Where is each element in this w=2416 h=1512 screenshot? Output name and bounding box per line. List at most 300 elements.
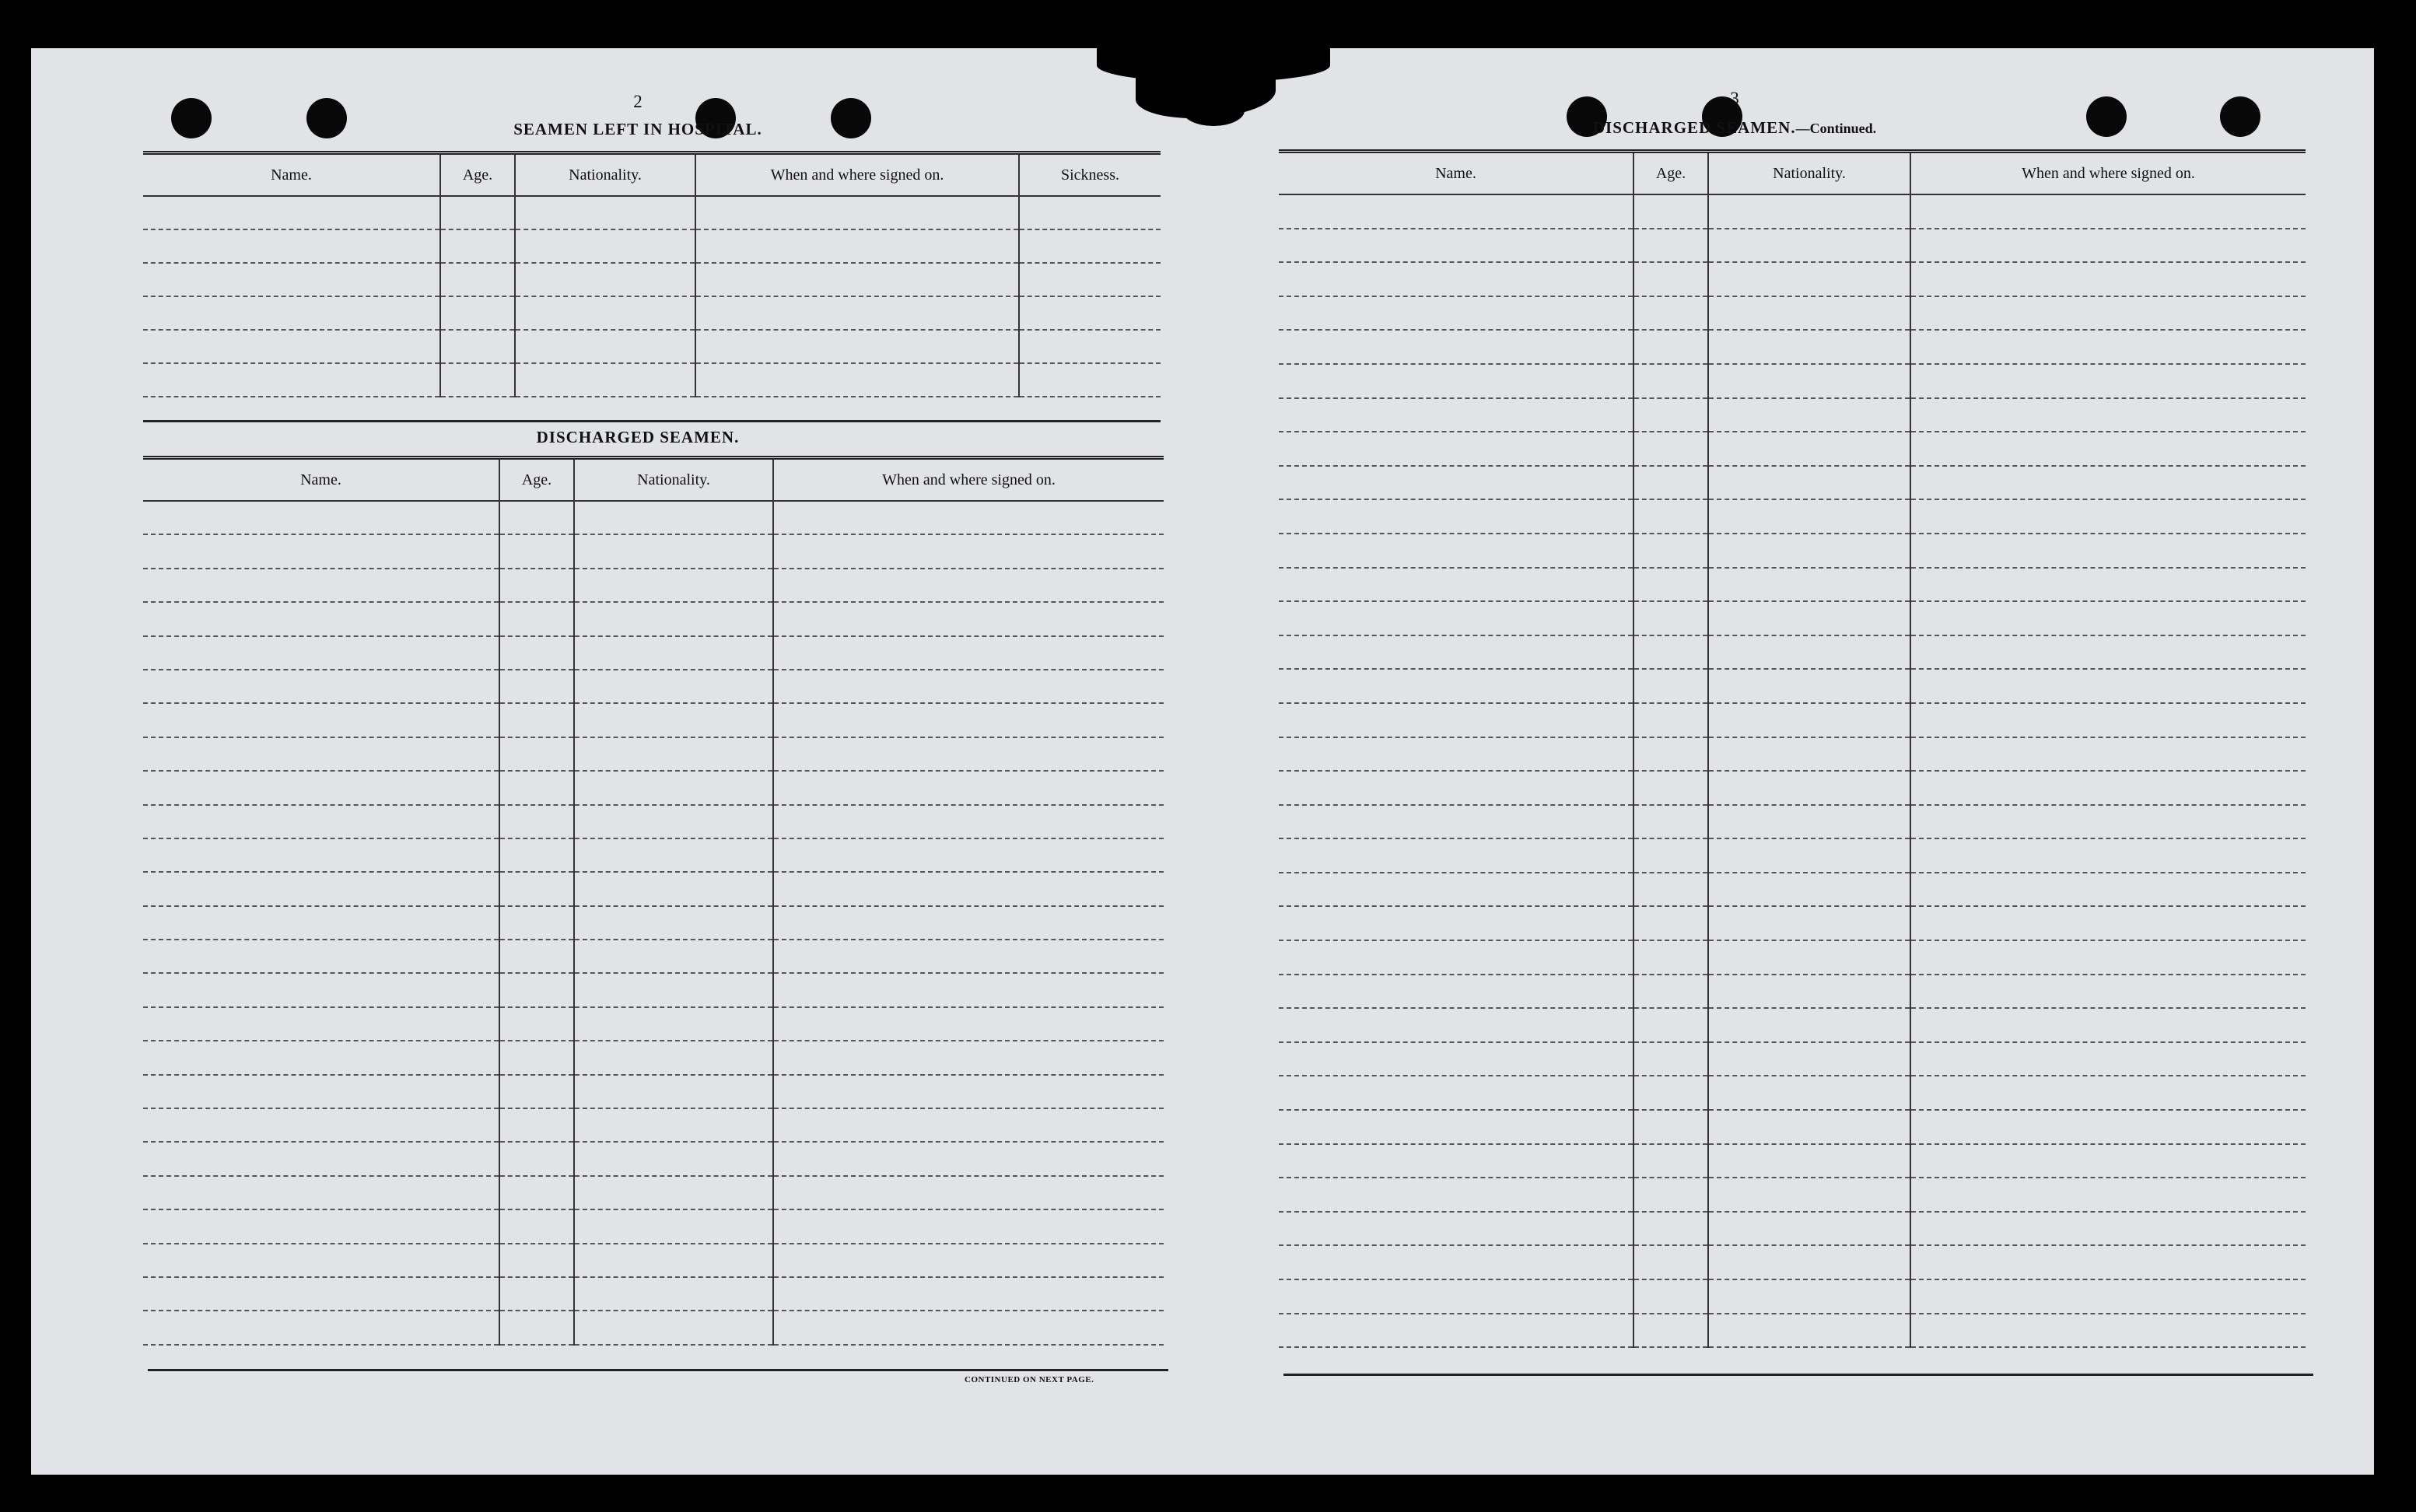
signed-on-cell[interactable] bbox=[773, 1277, 1164, 1311]
nationality-cell[interactable] bbox=[574, 636, 773, 670]
name-cell[interactable] bbox=[143, 501, 499, 534]
signed-on-cell[interactable] bbox=[1910, 1144, 2306, 1178]
age-cell[interactable] bbox=[499, 569, 574, 602]
signed-on-cell[interactable] bbox=[695, 196, 1019, 229]
nationality-cell[interactable] bbox=[1708, 1144, 1910, 1178]
name-cell[interactable] bbox=[1279, 398, 1633, 432]
nationality-cell[interactable] bbox=[1708, 330, 1910, 364]
name-cell[interactable] bbox=[143, 1277, 499, 1311]
table-row bbox=[1279, 601, 2306, 635]
name-cell[interactable] bbox=[1279, 737, 1633, 772]
nationality-cell[interactable] bbox=[1708, 1245, 1910, 1279]
age-cell[interactable] bbox=[1633, 669, 1708, 703]
age-cell[interactable] bbox=[1633, 568, 1708, 602]
nationality-cell[interactable] bbox=[1708, 1178, 1910, 1212]
signed-on-cell[interactable] bbox=[773, 1041, 1164, 1074]
age-cell[interactable] bbox=[499, 1108, 574, 1142]
name-cell[interactable] bbox=[1279, 771, 1633, 805]
signed-on-cell[interactable] bbox=[695, 229, 1019, 263]
signed-on-cell[interactable] bbox=[773, 1108, 1164, 1142]
age-cell[interactable] bbox=[499, 940, 574, 973]
age-cell[interactable] bbox=[499, 906, 574, 940]
age-cell[interactable] bbox=[499, 1244, 574, 1277]
signed-on-cell[interactable] bbox=[773, 1311, 1164, 1344]
table-bottom-rule bbox=[1283, 1374, 2313, 1376]
signed-on-cell[interactable] bbox=[1910, 1212, 2306, 1246]
name-cell[interactable] bbox=[143, 670, 499, 703]
age-cell[interactable] bbox=[499, 838, 574, 872]
nationality-cell[interactable] bbox=[1708, 771, 1910, 805]
table-row bbox=[143, 196, 1161, 229]
signed-on-cell[interactable] bbox=[695, 330, 1019, 363]
signed-on-cell[interactable] bbox=[1910, 534, 2306, 568]
nationality-cell[interactable] bbox=[1708, 703, 1910, 737]
age-cell[interactable] bbox=[1633, 940, 1708, 975]
signed-on-cell[interactable] bbox=[1910, 229, 2306, 263]
nationality-cell[interactable] bbox=[1708, 669, 1910, 703]
table-row bbox=[143, 263, 1161, 296]
signed-on-cell[interactable] bbox=[773, 737, 1164, 771]
name-cell[interactable] bbox=[1279, 1110, 1633, 1144]
name-cell[interactable] bbox=[1279, 940, 1633, 975]
table-row bbox=[143, 805, 1164, 838]
signed-on-cell[interactable] bbox=[1910, 262, 2306, 296]
name-cell[interactable] bbox=[143, 602, 499, 635]
name-cell[interactable] bbox=[1279, 262, 1633, 296]
age-cell[interactable] bbox=[1633, 1042, 1708, 1076]
name-cell[interactable] bbox=[1279, 1178, 1633, 1212]
nationality-cell[interactable] bbox=[1708, 364, 1910, 398]
age-cell[interactable] bbox=[499, 602, 574, 635]
nationality-cell[interactable] bbox=[1708, 534, 1910, 568]
age-cell[interactable] bbox=[1633, 975, 1708, 1009]
age-cell[interactable] bbox=[1633, 466, 1708, 500]
nationality-cell[interactable] bbox=[574, 1244, 773, 1277]
signed-on-cell[interactable] bbox=[773, 973, 1164, 1006]
name-cell[interactable] bbox=[143, 569, 499, 602]
signed-on-cell[interactable] bbox=[1910, 669, 2306, 703]
age-cell[interactable] bbox=[499, 1007, 574, 1041]
name-cell[interactable] bbox=[143, 263, 440, 296]
nationality-cell[interactable] bbox=[1708, 873, 1910, 907]
table-row bbox=[143, 940, 1164, 973]
name-cell[interactable] bbox=[143, 906, 499, 940]
signed-on-cell[interactable] bbox=[773, 703, 1164, 737]
age-cell[interactable] bbox=[499, 1041, 574, 1074]
name-cell[interactable] bbox=[143, 703, 499, 737]
nationality-cell[interactable] bbox=[1708, 398, 1910, 432]
nationality-cell[interactable] bbox=[1708, 1110, 1910, 1144]
nationality-cell[interactable] bbox=[1708, 975, 1910, 1009]
nationality-cell[interactable] bbox=[574, 1209, 773, 1243]
age-cell[interactable] bbox=[1633, 906, 1708, 940]
name-cell[interactable] bbox=[143, 1075, 499, 1108]
name-cell[interactable] bbox=[1279, 534, 1633, 568]
signed-on-cell[interactable] bbox=[1910, 1076, 2306, 1110]
nationality-cell[interactable] bbox=[1708, 805, 1910, 839]
signed-on-cell[interactable] bbox=[773, 771, 1164, 804]
age-cell[interactable] bbox=[1633, 534, 1708, 568]
signed-on-cell[interactable] bbox=[773, 805, 1164, 838]
age-cell[interactable] bbox=[1633, 805, 1708, 839]
name-cell[interactable] bbox=[143, 1244, 499, 1277]
name-cell[interactable] bbox=[1279, 499, 1633, 534]
nationality-cell[interactable] bbox=[574, 1007, 773, 1041]
table-row bbox=[143, 534, 1164, 568]
nationality-cell[interactable] bbox=[574, 1142, 773, 1175]
nationality-cell[interactable] bbox=[574, 771, 773, 804]
nationality-cell[interactable] bbox=[574, 569, 773, 602]
signed-on-cell[interactable] bbox=[1910, 330, 2306, 364]
table-row bbox=[143, 1209, 1164, 1243]
discharged-section-title: DISCHARGED SEAMEN. bbox=[536, 428, 740, 446]
ledger-paper bbox=[31, 48, 2374, 1475]
signed-on-cell[interactable] bbox=[1910, 1279, 2306, 1314]
nationality-cell[interactable] bbox=[515, 296, 695, 330]
age-cell[interactable] bbox=[1633, 838, 1708, 873]
nationality-cell[interactable] bbox=[1708, 262, 1910, 296]
nationality-cell[interactable] bbox=[574, 838, 773, 872]
name-cell[interactable] bbox=[1279, 1144, 1633, 1178]
nationality-cell[interactable] bbox=[574, 501, 773, 534]
age-cell[interactable] bbox=[1633, 296, 1708, 331]
signed-on-cell[interactable] bbox=[773, 602, 1164, 635]
signed-on-cell[interactable] bbox=[1910, 1314, 2306, 1348]
nationality-cell[interactable] bbox=[1708, 940, 1910, 975]
name-cell[interactable] bbox=[143, 838, 499, 872]
signed-on-cell[interactable] bbox=[1910, 499, 2306, 534]
age-cell[interactable] bbox=[1633, 1314, 1708, 1348]
age-cell[interactable] bbox=[1633, 330, 1708, 364]
signed-on-cell[interactable] bbox=[695, 263, 1019, 296]
signed-on-cell[interactable] bbox=[1910, 1110, 2306, 1144]
nationality-cell[interactable] bbox=[574, 1108, 773, 1142]
name-cell[interactable] bbox=[1279, 669, 1633, 703]
nationality-cell[interactable] bbox=[1708, 1314, 1910, 1348]
signed-on-cell[interactable] bbox=[1910, 1178, 2306, 1212]
signed-on-cell[interactable] bbox=[773, 534, 1164, 568]
name-cell[interactable] bbox=[143, 973, 499, 1006]
table-row bbox=[143, 1075, 1164, 1108]
name-cell[interactable] bbox=[1279, 1212, 1633, 1246]
nationality-cell[interactable] bbox=[1708, 194, 1910, 229]
signed-on-cell[interactable] bbox=[1910, 703, 2306, 737]
table-bottom-rule bbox=[148, 1369, 1168, 1371]
hospital-table bbox=[143, 151, 1161, 397]
age-cell[interactable] bbox=[1633, 1076, 1708, 1110]
age-cell[interactable] bbox=[1633, 398, 1708, 432]
nationality-cell[interactable] bbox=[574, 1075, 773, 1108]
sickness-cell[interactable] bbox=[1019, 196, 1161, 229]
age-cell[interactable] bbox=[1633, 635, 1708, 670]
name-cell[interactable] bbox=[143, 1142, 499, 1175]
age-cell[interactable] bbox=[1633, 432, 1708, 466]
nationality-cell[interactable] bbox=[574, 737, 773, 771]
signed-on-cell[interactable] bbox=[773, 838, 1164, 872]
nationality-cell[interactable] bbox=[1708, 296, 1910, 331]
name-cell[interactable] bbox=[1279, 906, 1633, 940]
signed-on-cell[interactable] bbox=[1910, 940, 2306, 975]
table-row bbox=[1279, 499, 2306, 534]
nationality-cell[interactable] bbox=[574, 602, 773, 635]
signed-on-cell[interactable] bbox=[1910, 838, 2306, 873]
table-row bbox=[1279, 737, 2306, 772]
signed-on-cell[interactable] bbox=[1910, 398, 2306, 432]
signed-on-cell[interactable] bbox=[1910, 873, 2306, 907]
nationality-cell[interactable] bbox=[574, 703, 773, 737]
signed-on-cell[interactable] bbox=[773, 1142, 1164, 1175]
signed-on-cell[interactable] bbox=[1910, 771, 2306, 805]
signed-on-cell[interactable] bbox=[773, 636, 1164, 670]
age-cell[interactable] bbox=[499, 872, 574, 905]
nationality-cell[interactable] bbox=[1708, 1076, 1910, 1110]
name-cell[interactable] bbox=[143, 636, 499, 670]
signed-on-cell[interactable] bbox=[1910, 805, 2306, 839]
age-cell[interactable] bbox=[499, 534, 574, 568]
nationality-cell[interactable] bbox=[1708, 466, 1910, 500]
table-row bbox=[143, 737, 1164, 771]
signed-on-cell[interactable] bbox=[1910, 1042, 2306, 1076]
name-cell[interactable] bbox=[143, 330, 440, 363]
table-row bbox=[143, 330, 1161, 363]
sickness-cell[interactable] bbox=[1019, 296, 1161, 330]
nationality-cell[interactable] bbox=[1708, 499, 1910, 534]
table-row bbox=[1279, 1279, 2306, 1314]
nationality-cell[interactable] bbox=[515, 330, 695, 363]
nationality-cell[interactable] bbox=[1708, 737, 1910, 772]
signed-on-cell[interactable] bbox=[773, 1209, 1164, 1243]
table-row bbox=[1279, 1008, 2306, 1042]
nationality-cell[interactable] bbox=[1708, 1212, 1910, 1246]
age-cell[interactable] bbox=[499, 737, 574, 771]
signed-on-cell[interactable] bbox=[1910, 568, 2306, 602]
name-cell[interactable] bbox=[1279, 1042, 1633, 1076]
name-cell[interactable] bbox=[143, 363, 440, 397]
name-cell[interactable] bbox=[1279, 703, 1633, 737]
name-cell[interactable] bbox=[1279, 229, 1633, 263]
age-cell[interactable] bbox=[499, 805, 574, 838]
name-cell[interactable] bbox=[143, 872, 499, 905]
sickness-cell[interactable] bbox=[1019, 330, 1161, 363]
name-cell[interactable] bbox=[143, 1007, 499, 1041]
name-cell[interactable] bbox=[1279, 1008, 1633, 1042]
table-row bbox=[1279, 669, 2306, 703]
name-cell[interactable] bbox=[143, 534, 499, 568]
age-cell[interactable] bbox=[1633, 1110, 1708, 1144]
table-row bbox=[143, 1142, 1164, 1175]
nationality-cell[interactable] bbox=[1708, 229, 1910, 263]
nationality-cell[interactable] bbox=[1708, 635, 1910, 670]
name-cell[interactable] bbox=[1279, 975, 1633, 1009]
signed-on-cell[interactable] bbox=[1910, 975, 2306, 1009]
signed-on-cell[interactable] bbox=[1910, 466, 2306, 500]
table-row bbox=[143, 872, 1164, 905]
age-cell[interactable] bbox=[1633, 737, 1708, 772]
nationality-cell[interactable] bbox=[1708, 1279, 1910, 1314]
sickness-cell[interactable] bbox=[1019, 263, 1161, 296]
age-cell[interactable] bbox=[499, 771, 574, 804]
name-cell[interactable] bbox=[1279, 568, 1633, 602]
table-row bbox=[1279, 1110, 2306, 1144]
nationality-cell[interactable] bbox=[574, 1277, 773, 1311]
age-cell[interactable] bbox=[1633, 771, 1708, 805]
age-cell[interactable] bbox=[1633, 1212, 1708, 1246]
signed-on-cell[interactable] bbox=[1910, 737, 2306, 772]
age-cell[interactable] bbox=[499, 1142, 574, 1175]
age-cell[interactable] bbox=[499, 1176, 574, 1209]
signed-on-cell[interactable] bbox=[1910, 364, 2306, 398]
age-cell[interactable] bbox=[499, 1075, 574, 1108]
nationality-cell[interactable] bbox=[574, 973, 773, 1006]
age-cell[interactable] bbox=[440, 296, 515, 330]
discharged-continued-title bbox=[1198, 118, 2271, 138]
age-cell[interactable] bbox=[1633, 1178, 1708, 1212]
name-cell[interactable] bbox=[1279, 466, 1633, 500]
nationality-cell[interactable] bbox=[1708, 838, 1910, 873]
age-cell[interactable] bbox=[1633, 229, 1708, 263]
name-cell[interactable] bbox=[1279, 635, 1633, 670]
age-cell[interactable] bbox=[1633, 1279, 1708, 1314]
name-cell[interactable] bbox=[1279, 194, 1633, 229]
table-row bbox=[143, 703, 1164, 737]
age-cell[interactable] bbox=[499, 636, 574, 670]
nationality-cell[interactable] bbox=[574, 906, 773, 940]
name-cell[interactable] bbox=[143, 1311, 499, 1344]
table-row bbox=[1279, 1245, 2306, 1279]
signed-on-cell[interactable] bbox=[695, 296, 1019, 330]
name-cell[interactable] bbox=[143, 771, 499, 804]
nationality-cell[interactable] bbox=[1708, 1008, 1910, 1042]
name-cell[interactable] bbox=[143, 1108, 499, 1142]
age-cell[interactable] bbox=[1633, 194, 1708, 229]
signed-on-cell[interactable] bbox=[773, 1244, 1164, 1277]
signed-on-cell[interactable] bbox=[773, 501, 1164, 534]
age-cell[interactable] bbox=[1633, 1245, 1708, 1279]
signed-on-cell[interactable] bbox=[1910, 432, 2306, 466]
age-cell[interactable] bbox=[499, 973, 574, 1006]
age-cell[interactable] bbox=[1633, 601, 1708, 635]
signed-on-cell[interactable] bbox=[1910, 635, 2306, 670]
nationality-cell[interactable] bbox=[574, 1176, 773, 1209]
sickness-cell[interactable] bbox=[1019, 363, 1161, 397]
name-cell[interactable] bbox=[1279, 805, 1633, 839]
nationality-cell[interactable] bbox=[1708, 1042, 1910, 1076]
age-cell[interactable] bbox=[499, 703, 574, 737]
table-row bbox=[143, 296, 1161, 330]
name-cell[interactable] bbox=[143, 805, 499, 838]
name-cell[interactable] bbox=[143, 1209, 499, 1243]
signed-on-cell[interactable] bbox=[773, 670, 1164, 703]
age-cell[interactable] bbox=[1633, 1008, 1708, 1042]
age-cell[interactable] bbox=[1633, 364, 1708, 398]
table-row bbox=[143, 1311, 1164, 1344]
nationality-cell[interactable] bbox=[574, 940, 773, 973]
nationality-cell[interactable] bbox=[515, 263, 695, 296]
name-cell[interactable] bbox=[1279, 432, 1633, 466]
name-cell[interactable] bbox=[1279, 330, 1633, 364]
age-cell[interactable] bbox=[440, 263, 515, 296]
signed-on-cell[interactable] bbox=[1910, 1245, 2306, 1279]
age-cell[interactable] bbox=[499, 1277, 574, 1311]
name-cell[interactable] bbox=[143, 1176, 499, 1209]
name-cell[interactable] bbox=[1279, 364, 1633, 398]
column-header-nationality: Nationality. bbox=[1708, 152, 1910, 195]
signed-on-cell[interactable] bbox=[773, 1075, 1164, 1108]
age-cell[interactable] bbox=[499, 670, 574, 703]
nationality-cell[interactable] bbox=[574, 805, 773, 838]
age-cell[interactable] bbox=[1633, 873, 1708, 907]
nationality-cell[interactable] bbox=[1708, 906, 1910, 940]
name-cell[interactable] bbox=[1279, 1279, 1633, 1314]
name-cell[interactable] bbox=[143, 1041, 499, 1074]
name-cell[interactable] bbox=[1279, 838, 1633, 873]
signed-on-cell[interactable] bbox=[773, 1176, 1164, 1209]
nationality-cell[interactable] bbox=[574, 534, 773, 568]
name-cell[interactable] bbox=[1279, 601, 1633, 635]
nationality-cell[interactable] bbox=[1708, 568, 1910, 602]
nationality-cell[interactable] bbox=[1708, 601, 1910, 635]
nationality-cell[interactable] bbox=[515, 196, 695, 229]
column-header-age: Age. bbox=[1633, 152, 1708, 195]
table-row bbox=[1279, 466, 2306, 500]
name-cell[interactable] bbox=[143, 196, 440, 229]
name-cell[interactable] bbox=[143, 940, 499, 973]
name-cell[interactable] bbox=[1279, 1245, 1633, 1279]
nationality-cell[interactable] bbox=[574, 872, 773, 905]
nationality-cell[interactable] bbox=[574, 1311, 773, 1344]
signed-on-cell[interactable] bbox=[773, 569, 1164, 602]
name-cell[interactable] bbox=[143, 296, 440, 330]
age-cell[interactable] bbox=[1633, 499, 1708, 534]
signed-on-cell[interactable] bbox=[1910, 601, 2306, 635]
nationality-cell[interactable] bbox=[515, 229, 695, 263]
table-row bbox=[1279, 1076, 2306, 1110]
nationality-cell[interactable] bbox=[574, 1041, 773, 1074]
name-cell[interactable] bbox=[143, 229, 440, 263]
age-cell[interactable] bbox=[499, 1209, 574, 1243]
name-cell[interactable] bbox=[1279, 873, 1633, 907]
signed-on-cell[interactable] bbox=[695, 363, 1019, 397]
name-cell[interactable] bbox=[1279, 1314, 1633, 1348]
signed-on-cell[interactable] bbox=[773, 1007, 1164, 1041]
signed-on-cell[interactable] bbox=[773, 906, 1164, 940]
name-cell[interactable] bbox=[143, 737, 499, 771]
discharged-table bbox=[143, 456, 1164, 1346]
age-cell[interactable] bbox=[499, 501, 574, 534]
nationality-cell[interactable] bbox=[1708, 432, 1910, 466]
age-cell[interactable] bbox=[440, 363, 515, 397]
name-cell[interactable] bbox=[1279, 296, 1633, 331]
signed-on-cell[interactable] bbox=[1910, 194, 2306, 229]
age-cell[interactable] bbox=[1633, 262, 1708, 296]
age-cell[interactable] bbox=[440, 196, 515, 229]
signed-on-cell[interactable] bbox=[1910, 1008, 2306, 1042]
age-cell[interactable] bbox=[440, 229, 515, 263]
signed-on-cell[interactable] bbox=[1910, 296, 2306, 331]
signed-on-cell[interactable] bbox=[1910, 906, 2306, 940]
table-row bbox=[1279, 568, 2306, 602]
age-cell[interactable] bbox=[1633, 703, 1708, 737]
name-cell[interactable] bbox=[1279, 1076, 1633, 1110]
signed-on-cell[interactable] bbox=[773, 940, 1164, 973]
signed-on-cell[interactable] bbox=[773, 872, 1164, 905]
sickness-cell[interactable] bbox=[1019, 229, 1161, 263]
age-cell[interactable] bbox=[440, 330, 515, 363]
age-cell[interactable] bbox=[499, 1311, 574, 1344]
age-cell[interactable] bbox=[1633, 1144, 1708, 1178]
nationality-cell[interactable] bbox=[515, 363, 695, 397]
nationality-cell[interactable] bbox=[574, 670, 773, 703]
